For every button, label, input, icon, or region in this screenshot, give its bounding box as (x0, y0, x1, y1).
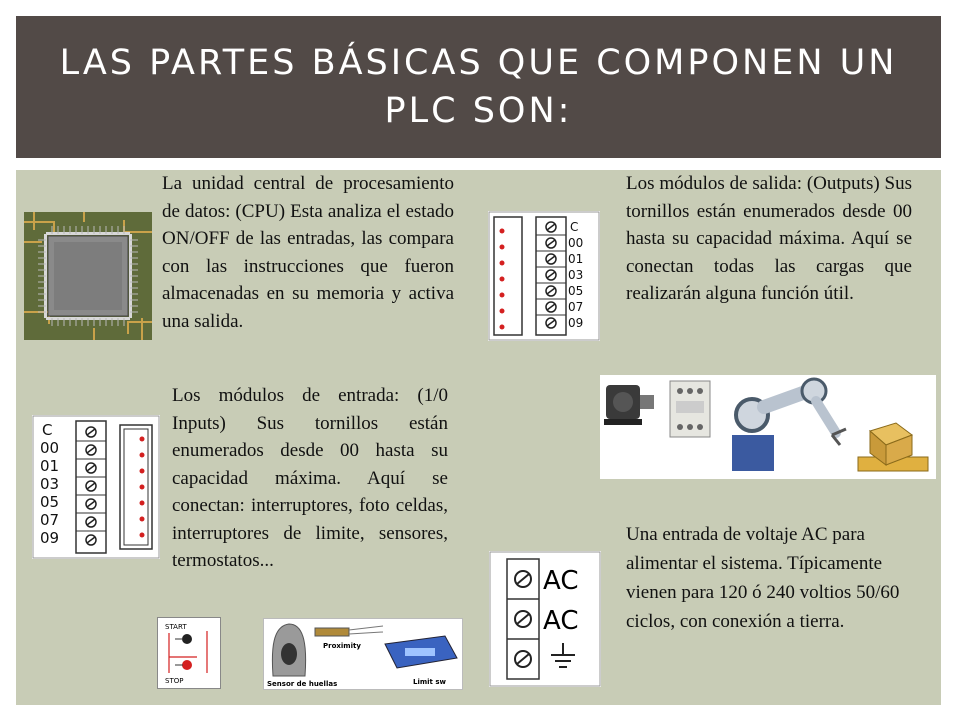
output-module-image (488, 211, 600, 341)
input-terminal-label: 03 (40, 475, 60, 493)
slide-title: LAS PARTES BÁSICAS QUE COMPONEN UN PLC SON: (59, 43, 898, 131)
cpu-chip-image (24, 212, 152, 340)
output-terminal-label: 00 (568, 236, 584, 250)
cpu-description: La unidad central de procesamiento de datos: (CPU) Esta analiza el estado ON/OFF de las entradas, las compara con las instrucciones que fueron almacenadas en su memoria y activa una salida. (162, 173, 454, 332)
input-module-image (32, 415, 160, 559)
stop-label: STOP (165, 677, 184, 685)
power-module-image (489, 551, 601, 687)
start-stop-image (157, 617, 221, 689)
limit-switch-label: Limit sw (413, 678, 446, 686)
power-label-ac2: AC (543, 606, 579, 636)
input-terminal-label: 01 (40, 457, 60, 475)
output-terminal-label: 05 (568, 284, 584, 298)
sensors-image (263, 618, 463, 690)
power-label-ac1: AC (543, 566, 579, 596)
output-terminal-label: 09 (568, 316, 584, 330)
output-terminal-label: 01 (568, 252, 584, 266)
output-terminal-label: C (570, 220, 579, 234)
input-terminal-label: 07 (40, 511, 60, 529)
input-terminal-label: 09 (40, 529, 60, 547)
input-terminal-label: 00 (40, 439, 60, 457)
proximity-label: Proximity (323, 642, 361, 650)
contactor-icon (670, 381, 710, 437)
power-description: Una entrada de voltaje AC para alimentar el sistema. Típicamente vienen para 120 ó 240 voltios 50/60 ciclos, con conexión a tierra. (626, 524, 900, 632)
input-terminal-label: 05 (40, 493, 60, 511)
output-description: Los módulos de salida: (Outputs) Sus tornillos están enumerados desde 00 hasta su capacidad máxima. Aquí se conectan todas las cargas que realizarán alguna función útil. (626, 173, 912, 304)
output-loads-image (600, 375, 936, 479)
start-label: START (165, 623, 187, 631)
title-bar (16, 16, 941, 158)
input-terminal-label: C (42, 421, 53, 439)
output-terminal-label: 03 (568, 268, 584, 282)
output-terminal-label: 07 (568, 300, 584, 314)
fingerprint-label: Sensor de huellas (267, 680, 338, 688)
input-description: Los módulos de entrada: (1/0 Inputs) Sus tornillos están enumerados desde 00 hasta su capacidad máxima. Aquí se conectan: interruptores, foto celdas, interruptores de limite, sensores, termostatos... (172, 385, 448, 571)
